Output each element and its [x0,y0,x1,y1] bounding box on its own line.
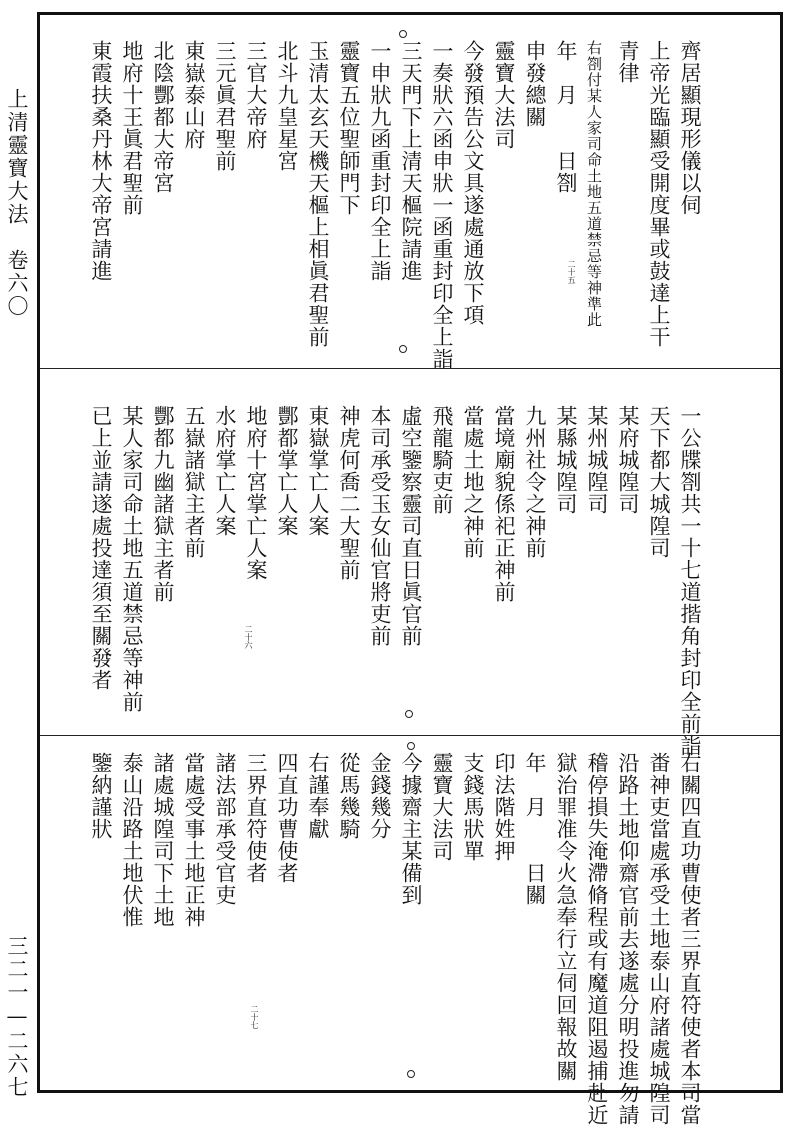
text-column: 支錢馬狀單 [461,752,485,862]
binding-circle [405,710,413,718]
text-column: 酆都掌亡人案 [275,405,299,537]
text-panel-2 [74,405,710,757]
text-column: 申發總關 [523,40,547,128]
text-column: 年 月 日劄 [554,40,578,194]
text-column: 某州城隍司 [585,405,609,515]
text-column: 三界直符使者 [244,752,268,884]
text-column: 三官大帝府 [244,40,268,150]
text-column: 右劄付某人家司命土地五道禁忌等神準此 [585,40,603,328]
panel-page-mark: 二十七 [250,1005,259,1029]
text-column: 年 月 日關 [523,752,547,906]
text-column: 地府十宮掌亡人案 [244,405,268,581]
text-column: 東嶽泰山府 [182,40,206,150]
text-column: 今據齋主某備到 [399,752,423,906]
panel-page-mark: 二十六 [244,625,253,649]
text-column: 某府城隍司 [616,405,640,515]
text-column: 已上並請遂處投達須至關發者 [89,405,113,691]
margin-page-number: 三二一—二六七 [5,935,29,1099]
text-column: 北陰酆都大帝宮 [151,40,175,194]
text-column: 北斗九皇星宮 [275,40,299,172]
text-column: 天下都大城隍司 [647,405,671,559]
text-column: 今發預告公文具遂處通放下項 [461,40,485,326]
text-column: 水府掌亡人案 [213,405,237,537]
text-panel-3 [74,752,710,1126]
text-column: 右關四直功曹使者三界直符使者本司當 [678,752,702,1126]
panel-page-mark: 二十五 [567,260,576,284]
text-column: 四直功曹使者 [275,752,299,884]
text-panel-1 [74,40,710,370]
text-column: 神虎何喬二大聖前 [337,405,361,581]
text-column: 某人家司命土地五道禁忌等神前 [120,405,144,713]
text-column: 諸法部承受官吏 [213,752,237,906]
text-column: 稽停損失淹滯脩程或有魔道阻遏捕赴近 [585,752,609,1126]
text-column: 齊居顯現形儀以伺 [678,40,702,216]
text-column: 某縣城隍司 [554,405,578,515]
binding-circle [399,30,407,38]
text-column: 諸處城隍司下土地 [151,752,175,928]
panel-divider [40,735,780,736]
panel-divider [40,368,780,369]
margin-title: 上清靈寶大法 卷六〇 [5,88,29,318]
binding-circle [407,1070,415,1078]
text-column: 地府十王眞君聖前 [120,40,144,216]
text-column: 靈寶大法司 [492,40,516,150]
text-column: 三元眞君聖前 [213,40,237,172]
text-column: 當境廟貌係祀正神前 [492,405,516,603]
text-column: 酆都九幽諸獄主者前 [151,405,175,603]
binding-circle [407,742,415,750]
text-column: 虛空鑒察靈司直日眞官前 [399,405,423,647]
text-column: 靈寶五位聖師門下 [337,40,361,216]
text-column: 一申狀九函重封印全上詣 [368,40,392,282]
text-column: 靈寶大法司 [430,752,454,862]
text-column: 上帝光臨顯受開度畢或鼓達上干 [647,40,671,348]
text-column: 當處土地之神前 [461,405,485,559]
text-column: 三天門下上清天樞院請進 [399,40,423,282]
text-column: 沿路土地仰齋官前去遂處分明投進勿請 [616,752,640,1126]
binding-circle [399,345,407,353]
text-column: 獄治罪准令火急奉行立伺回報故關 [554,752,578,1082]
text-column: 東嶽掌亡人案 [306,405,330,537]
text-column: 印法階姓押 [492,752,516,862]
text-column: 青律 [616,40,640,84]
text-column: 飛龍騎吏前 [430,405,454,515]
text-column: 鑒納謹狀 [89,752,113,840]
text-column: 一奏狀六函申狀一函重封印全上詣 [430,40,454,370]
text-column: 當處受事土地正神 [182,752,206,928]
text-column: 右謹奉獻 [306,752,330,840]
text-column: 一公牒劄共一十七道揩角封印全前詣 [678,405,702,757]
text-column: 本司承受玉女仙官將吏前 [368,405,392,647]
text-column: 玉清太玄天機天樞上相眞君聖前 [306,40,330,348]
text-column: 金錢幾分 [368,752,392,840]
text-column: 五嶽諸獄主者前 [182,405,206,559]
text-column: 從馬幾騎 [337,752,361,840]
text-column: 東霞扶桑丹林大帝宮請進 [89,40,113,282]
text-column: 九州社令之神前 [523,405,547,559]
text-column: 泰山沿路土地伏惟 [120,752,144,928]
text-column: 畨神吏當處承受土地泰山府諸處城隍司 [647,752,671,1126]
